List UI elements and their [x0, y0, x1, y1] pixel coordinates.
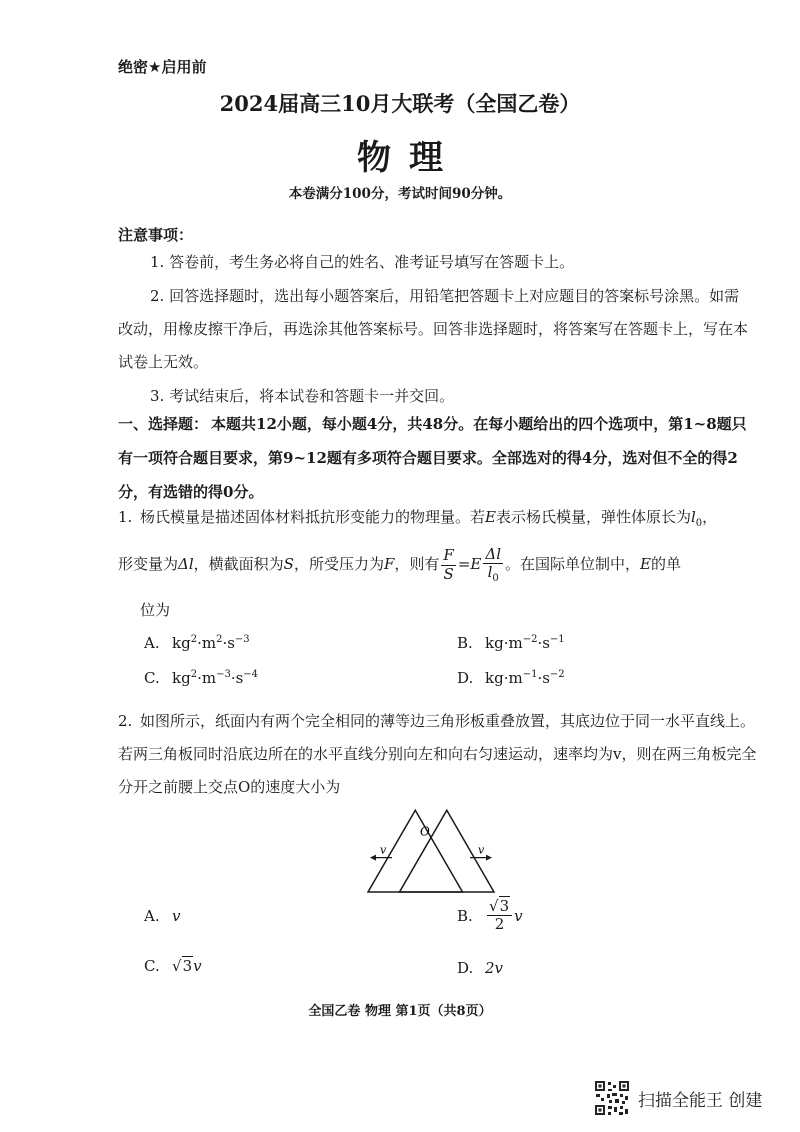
option-letter: A. [144, 907, 160, 925]
exp: 2 [190, 669, 198, 680]
exp: −4 [243, 669, 259, 680]
option-letter: B. [457, 906, 473, 925]
exam-info: 本卷满分100分，考试时间90分钟。 [288, 186, 512, 202]
left-velocity-label: v [380, 843, 387, 857]
left-arrow-head [370, 855, 376, 861]
unit: kg [172, 669, 191, 687]
q1-text: 的单 [650, 555, 681, 573]
exp: −2 [522, 634, 538, 645]
unit: ·s [222, 634, 235, 652]
question-1-line-2 [118, 544, 758, 584]
option-value: v [172, 907, 181, 925]
unit: kg [172, 634, 191, 652]
frac-numerator [487, 898, 512, 916]
option-letter: D. [457, 959, 474, 977]
frac-denominator: 2 [494, 915, 505, 934]
q1-option-a[interactable] [144, 634, 250, 652]
option-letter: C. [144, 669, 160, 687]
unit: ·s [537, 634, 550, 652]
q2-option-d[interactable] [457, 959, 503, 977]
q1-text: ，所受压力为 [293, 555, 384, 573]
right-arrow-head [486, 855, 492, 861]
sqrt-symbol: √3 [489, 897, 510, 915]
q1-frac-denominator: S [443, 564, 454, 583]
q1-text: ，横截面积为 [193, 555, 284, 573]
q1-frac-numerator: F [443, 546, 454, 565]
option-var: v [193, 957, 202, 975]
question-2-number: 2. [118, 712, 133, 730]
exp: −3 [234, 634, 250, 645]
q1-fraction-dl-over-l0 [483, 546, 503, 585]
exp: 2 [216, 634, 223, 645]
confidential-label: 绝密★启用前 [118, 58, 207, 76]
option-letter: A. [144, 634, 160, 652]
q1-F: F [383, 555, 395, 573]
q1-text: ， [702, 508, 718, 526]
option-var: v [514, 906, 523, 925]
section-1-heading [118, 407, 760, 509]
subject-title: 物理 [357, 138, 461, 178]
question-1-line-3: 位为 [140, 601, 171, 619]
q1-fraction-F-over-S [441, 547, 455, 583]
sqrt3-over-2-fraction [487, 898, 512, 934]
scanner-watermark [594, 1080, 762, 1116]
q1-l0-sub: 0 [492, 572, 499, 584]
exp: −1 [522, 669, 538, 680]
q2-text: 如图所示，纸面内有两个完全相同的薄等边三角形板重叠放置，其底边位于同一水平直线上。若两三角板同时沿底边所在的水平直线分别向左和向右匀速运动，速率均为v，则在两三角板完全分开之前腰上交点O的速度大小为 [118, 712, 757, 796]
intersection-label-O: O [420, 824, 430, 839]
q1-option-b[interactable] [457, 634, 565, 652]
q1-l0: l [487, 562, 493, 581]
scanner-label: 扫描全能王 创建 [638, 1090, 763, 1111]
q1-frac-numerator: Δl [485, 544, 501, 563]
q2-option-a[interactable] [144, 907, 180, 925]
option-letter: C. [144, 957, 160, 975]
exp: −3 [216, 669, 231, 680]
unit: ·s [230, 669, 244, 687]
unit: kg·m [485, 669, 523, 687]
radicand: 3 [499, 897, 510, 915]
sqrt-symbol: √3 [172, 957, 193, 975]
q1-option-c[interactable] [144, 669, 258, 687]
unit: ·m [197, 634, 217, 652]
section-1-text: 本题共12小题，每小题4分，共48分。在每小题给出的四个选项中，第1~8题只有一项符合题目要求，第9~12题有多项符合题目要求。全部选对的得4分，选对但不全的得2分，有选错的得0分。 [118, 415, 747, 501]
q1-l0: l [690, 508, 696, 526]
q1-E: E [485, 508, 496, 526]
q1-text: 形变量为 [118, 555, 179, 573]
exam-title: 2024届高三10月大联考（全国乙卷） [219, 91, 581, 116]
question-1 [118, 501, 758, 540]
question-1-number: 1. [118, 508, 133, 526]
right-velocity-label: v [478, 843, 485, 857]
option-letter: B. [457, 634, 473, 652]
q1-option-d[interactable] [457, 669, 565, 687]
question-2 [118, 705, 758, 804]
q1-equals: = [457, 555, 471, 573]
q2-option-b[interactable] [457, 898, 523, 934]
q1-S: S [283, 555, 294, 573]
option-value: 2v [485, 959, 504, 977]
q1-E: E [640, 555, 651, 573]
exp: −2 [549, 669, 565, 680]
q1-text: 表示杨氏模量，弹性体原长为 [495, 508, 691, 526]
q1-text: 杨氏模量是描述固体材料抵抗形变能力的物理量。若 [140, 508, 486, 526]
qr-code-icon [594, 1080, 630, 1116]
notice-item-2: 2. 回答选择题时，选出每小题答案后，用铅笔把答题卡上对应题目的答案标号涂黑。如需改动，用橡皮擦干净后，再选涂其他答案标号。回答非选择题时，将答案写在答题卡上，写在本试卷上无效。 [118, 287, 749, 371]
q1-text: ，则有 [394, 555, 440, 573]
exp: −1 [549, 634, 565, 645]
page-footer: 全国乙卷 物理 第1页（共8页） [308, 1004, 492, 1019]
q1-delta-l: Δl [178, 555, 194, 573]
q1-frac-denominator [483, 564, 503, 585]
exp: 2 [190, 634, 198, 645]
section-1-lead: 一、选择题： [118, 415, 209, 433]
notice-item-3: 3. 考试结束后，将本试卷和答题卡一并交回。 [150, 387, 455, 405]
radicand: 3 [182, 957, 193, 975]
notice-item-1: 1. 答卷前，考生务必将自己的姓名、准考证号填写在答题卡上。 [150, 253, 575, 271]
overlapping-triangles-figure [362, 808, 500, 898]
unit: kg·m [485, 634, 523, 652]
notice-heading: 注意事项： [118, 226, 194, 244]
q1-text: 。在国际单位制中， [505, 555, 641, 573]
option-letter: D. [457, 669, 474, 687]
q1-l0-sub: 0 [695, 518, 703, 529]
unit: ·s [537, 669, 550, 687]
q1-E: E [470, 555, 482, 573]
unit: ·m [197, 669, 217, 687]
q2-option-c[interactable] [144, 957, 202, 975]
